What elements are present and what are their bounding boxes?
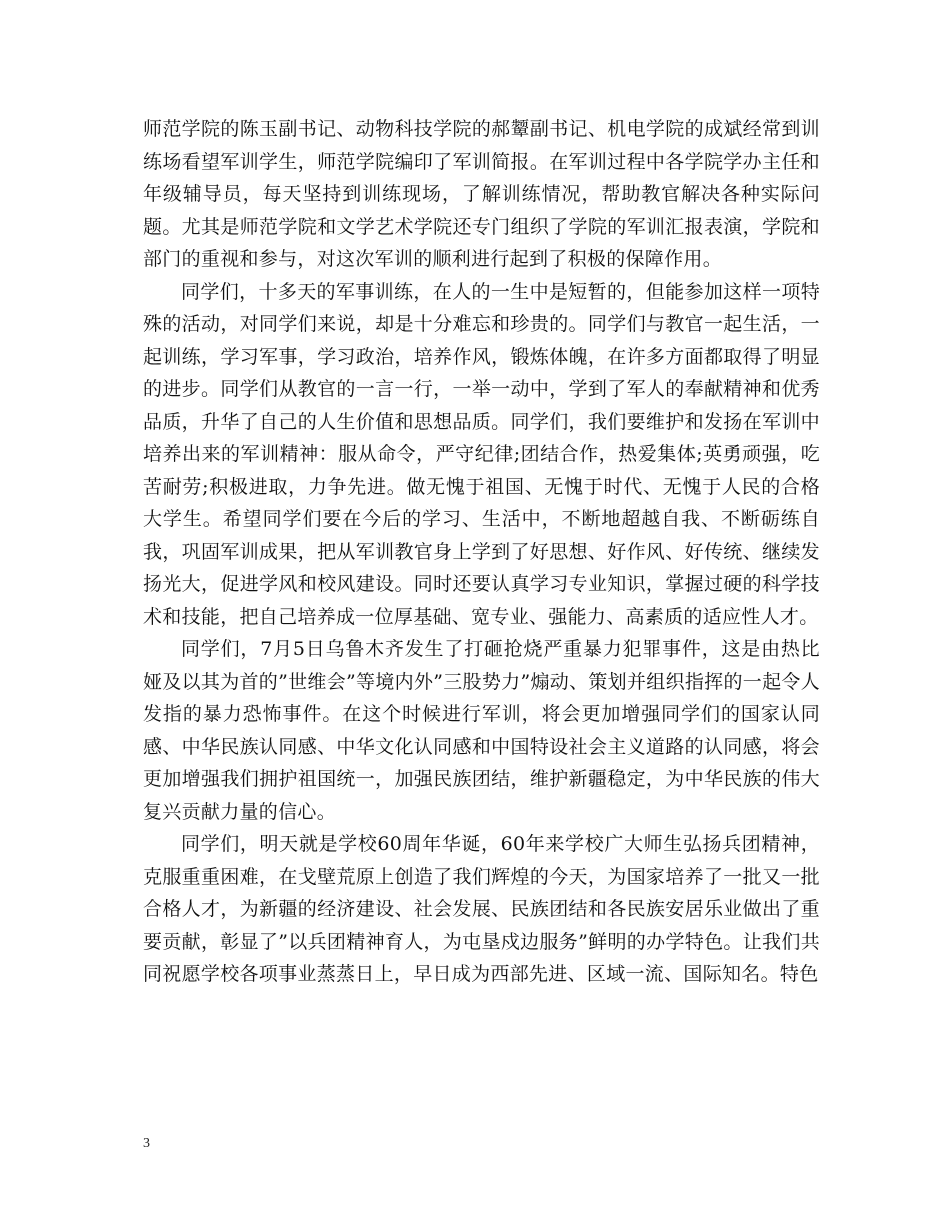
- paragraph-3: 同学们，7月5日乌鲁木齐发生了打砸抢烧严重暴力犯罪事件，这是由热比娅及以其为首的”世维会”等境内外”三股势力”煽动、策划并组织指挥的一起令人发指的暴力恐怖事件。在这个时候进行军训，将会更加增强同学们的国家认同感、中华民族认同感、中华文化认同感和中国特设社会主义道路的认同感，将会更加增强我们拥护祖国统一，加强民族团结，维护新疆稳定，为中华民族的伟大复兴贡献力量的信心。: [143, 638, 820, 823]
- page-number: 3: [143, 1136, 150, 1151]
- document-body: [143, 113, 820, 991]
- paragraph-4: 同学们，明天就是学校60周年华诞，60年来学校广大师生弘扬兵团精神，克服重重困难，在戈壁荒原上创造了我们辉煌的今天，为国家培养了一批又一批合格人才，为新疆的经济建设、社会发展、民族团结和各民族安居乐业做出了重要贡献，彰显了”以兵团精神育人，为屯垦戍边服务”鲜明的办学特色。让我们共同祝愿学校各项事业蒸蒸日上，早日成为西部先进、区域一流、国际知名。特色: [143, 833, 820, 985]
- paragraph-1: 师范学院的陈玉副书记、动物科技学院的郝颦副书记、机电学院的成斌经常到训练场看望军训学生，师范学院编印了军训简报。在军训过程中各学院学办主任和年级辅导员，每天坚持到训练现场，了解训练情况，帮助教官解决各种实际问题。尤其是师范学院和文学艺术学院还专门组织了学院的军训汇报表演，学院和部门的重视和参与，对这次军训的顺利进行起到了积极的保障作用。: [143, 118, 820, 270]
- paragraph-2: 同学们，十多天的军事训练，在人的一生中是短暂的，但能参加这样一项特殊的活动，对同学们来说，却是十分难忘和珍贵的。同学们与教官一起生活，一起训练，学习军事，学习政治，培养作风，锻炼体魄，在许多方面都取得了明显的进步。同学们从教官的一言一行，一举一动中，学到了军人的奉献精神和优秀品质，升华了自己的人生价值和思想品质。同学们，我们要维护和发扬在军训中培养出来的军训精神：服从命令，严守纪律;团结合作，热爱集体;英勇顽强，吃苦耐劳;积极进取，力争先进。做无愧于祖国、无愧于时代、无愧于人民的合格大学生。希望同学们要在今后的学习、生活中，不断地超越自我、不断砺练自我，巩固军训成果，把从军训教官身上学到了好思想、好作风、好传统、继续发扬光大，促进学风和校风建设。同时还要认真学习专业知识，掌握过硬的科学技术和技能，把自己培养成一位厚基础、宽专业、强能力、高素质的适应性人才。: [143, 280, 820, 628]
